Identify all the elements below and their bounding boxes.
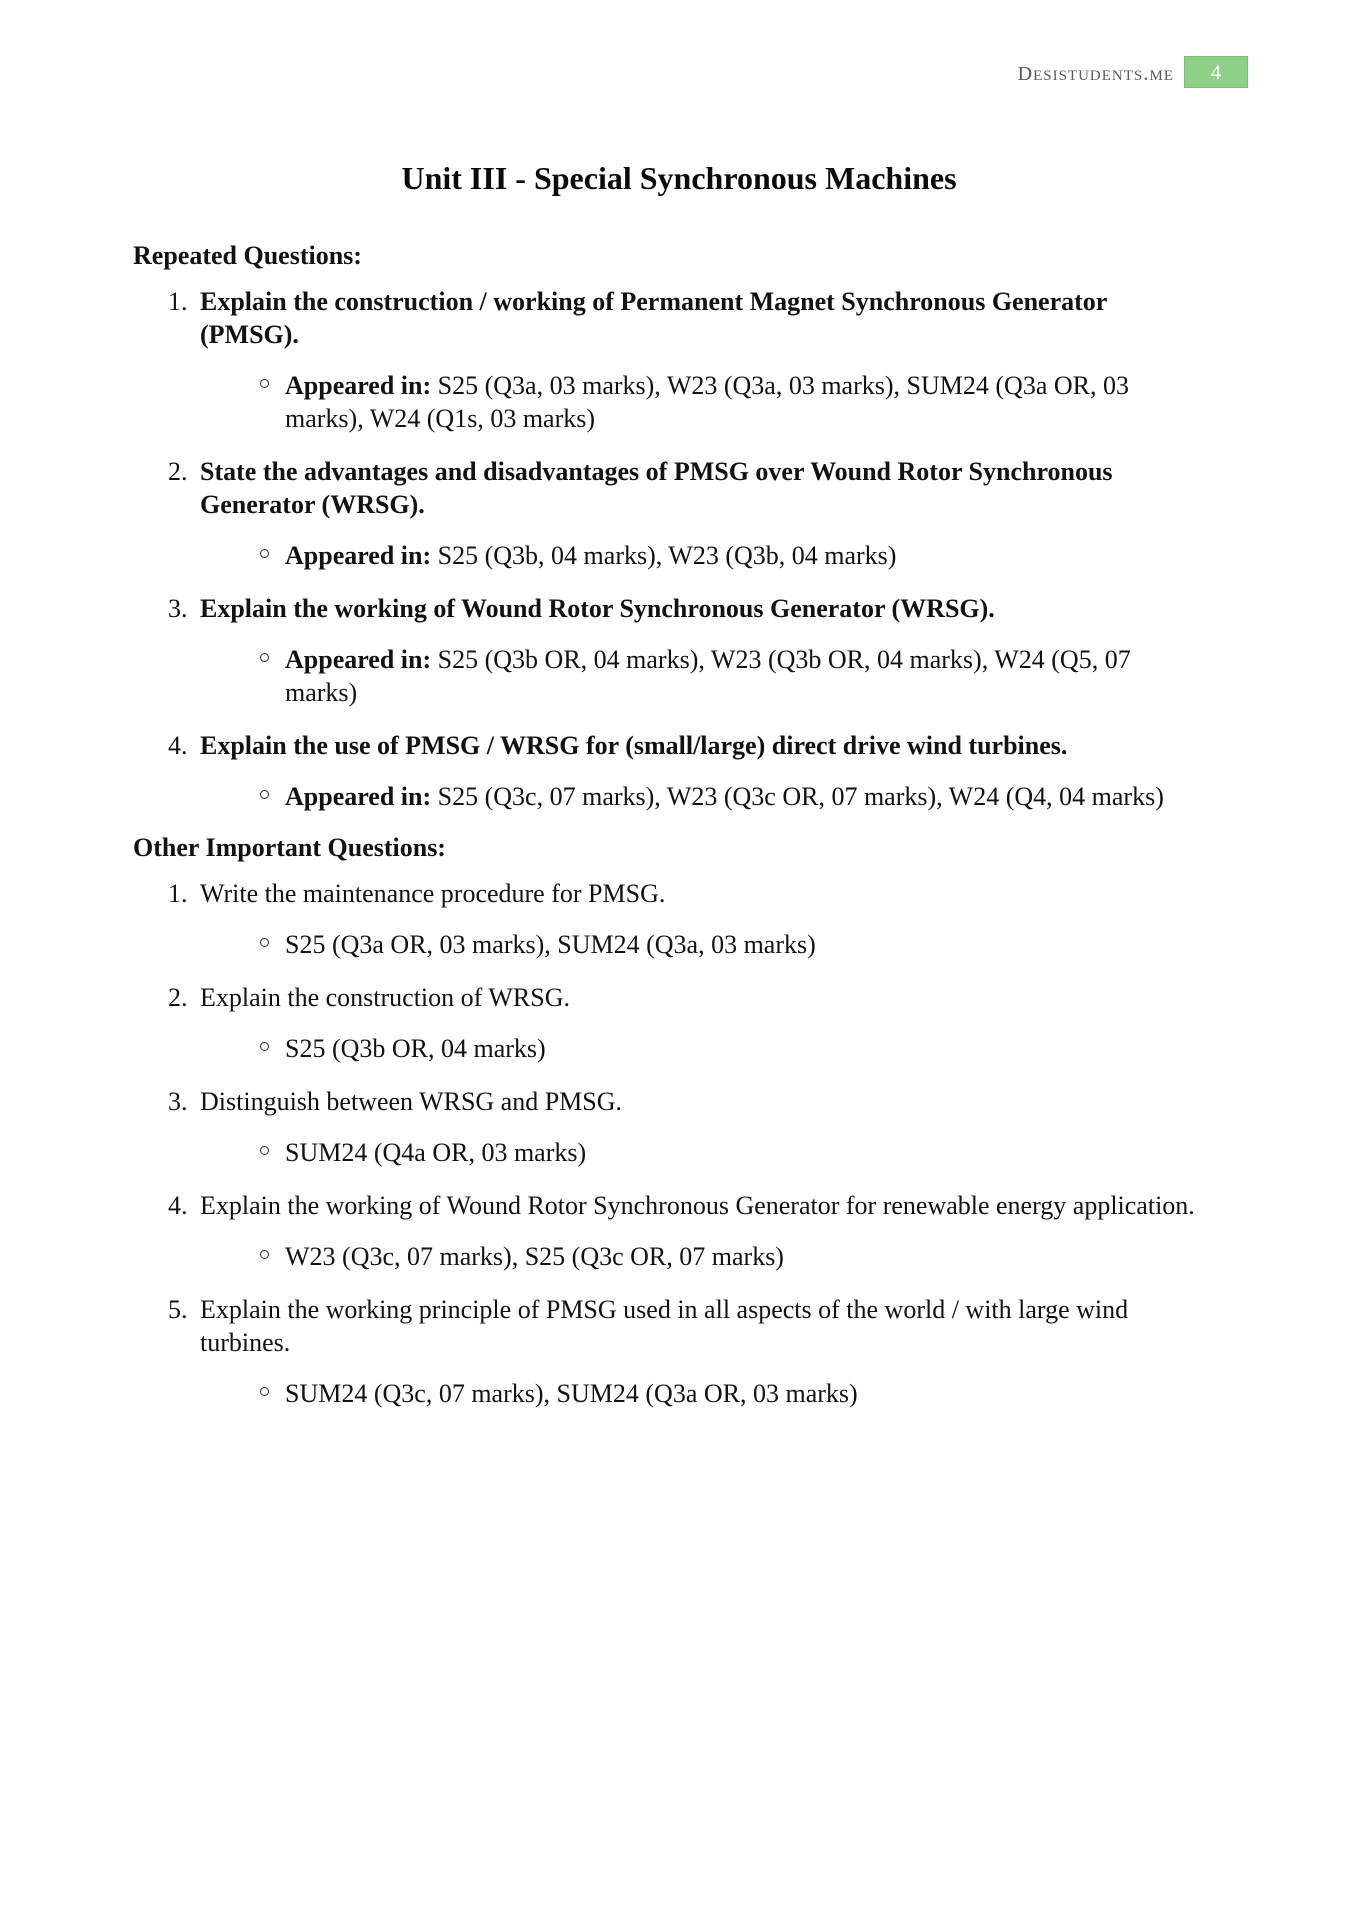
question-list (133, 285, 1246, 813)
content-area (133, 241, 1246, 1430)
appearance-text: SUM24 (Q3c, 07 marks), SUM24 (Q3a OR, 03 marks) (285, 1379, 858, 1408)
question-text: Explain the construction / working of Permanent Magnet Synchronous Generator (PMSG). (200, 287, 1107, 349)
appeared-in-label: Appeared in: (285, 645, 432, 674)
item-number: 4. (168, 731, 188, 760)
question-text: Explain the use of PMSG / WRSG for (small/large) direct drive wind turbines. (200, 731, 1068, 760)
item-number: 3. (168, 594, 188, 623)
appearance-line (285, 1032, 1190, 1065)
site-name: desistudents.me (1017, 56, 1174, 87)
question-item (133, 592, 1246, 709)
section-heading: Repeated Questions: (133, 241, 362, 270)
question-section (133, 833, 1246, 1410)
appearance-text: S25 (Q3b OR, 04 marks), W23 (Q3b OR, 04 marks), W24 (Q5, 07 marks) (285, 645, 1131, 707)
question-text: Write the maintenance procedure for PMSG. (200, 879, 666, 908)
appearance-line (285, 369, 1190, 435)
appearance-text: S25 (Q3b, 04 marks), W23 (Q3b, 04 marks) (431, 541, 897, 570)
question-text: Explain the working of Wound Rotor Synchronous Generator (WRSG). (200, 594, 995, 623)
appearance-bullet (258, 1136, 1246, 1169)
page-title: Unit III - Special Synchronous Machines (401, 160, 957, 196)
question-item (133, 981, 1246, 1065)
circle-bullet-icon (260, 379, 269, 388)
appearance-bullet (258, 539, 1246, 572)
circle-bullet-icon (260, 1042, 269, 1051)
appeared-in-label: Appeared in: (285, 782, 432, 811)
circle-bullet-icon (260, 790, 269, 799)
item-number: 1. (168, 879, 188, 908)
appearance-line (285, 539, 1190, 572)
item-number: 5. (168, 1295, 188, 1324)
question-text: State the advantages and disadvantages of PMSG over Wound Rotor Synchronous Generator (WRSG). (200, 457, 1113, 519)
appearance-text: SUM24 (Q4a OR, 03 marks) (285, 1138, 587, 1167)
circle-bullet-icon (260, 1250, 269, 1259)
question-item (133, 1085, 1246, 1169)
question-item (133, 1293, 1246, 1410)
appearance-line (285, 928, 1190, 961)
appearance-text: W23 (Q3c, 07 marks), S25 (Q3c OR, 07 marks) (285, 1242, 784, 1271)
appearance-line (285, 1136, 1190, 1169)
page-header (1018, 56, 1248, 88)
appearance-bullet (258, 1377, 1246, 1410)
appeared-in-label: Appeared in: (285, 541, 432, 570)
question-section (133, 241, 1246, 813)
circle-bullet-icon (260, 938, 269, 947)
appeared-in-label: Appeared in: (285, 371, 432, 400)
question-item (133, 877, 1246, 961)
question-text: Explain the working principle of PMSG used in all aspects of the world / with large wind turbines. (200, 1295, 1129, 1357)
question-text: Distinguish between WRSG and PMSG. (200, 1087, 623, 1116)
page-number-badge: 4 (1184, 56, 1248, 88)
question-item (133, 729, 1246, 813)
circle-bullet-icon (260, 549, 269, 558)
appearance-bullet (258, 780, 1246, 813)
item-number: 2. (168, 983, 188, 1012)
question-item (133, 455, 1246, 572)
question-item (133, 285, 1246, 435)
section-heading: Other Important Questions: (133, 833, 446, 862)
circle-bullet-icon (260, 1146, 269, 1155)
item-number: 3. (168, 1087, 188, 1116)
appearance-line (285, 780, 1190, 813)
appearance-text: S25 (Q3b OR, 04 marks) (285, 1034, 546, 1063)
appearance-bullet (258, 643, 1246, 709)
appearance-text: S25 (Q3a OR, 03 marks), SUM24 (Q3a, 03 marks) (285, 930, 816, 959)
appearance-line (285, 1377, 1190, 1410)
appearance-bullet (258, 1240, 1246, 1273)
question-item (133, 1189, 1246, 1273)
appearance-bullet (258, 369, 1246, 435)
circle-bullet-icon (260, 1387, 269, 1396)
item-number: 1. (168, 287, 188, 316)
question-list (133, 877, 1246, 1410)
question-text: Explain the construction of WRSG. (200, 983, 570, 1012)
appearance-bullet (258, 1032, 1246, 1065)
appearance-line (285, 1240, 1190, 1273)
appearance-line (285, 643, 1190, 709)
question-text: Explain the working of Wound Rotor Synchronous Generator for renewable energy application. (200, 1191, 1195, 1220)
appearance-bullet (258, 928, 1246, 961)
item-number: 4. (168, 1191, 188, 1220)
circle-bullet-icon (260, 653, 269, 662)
appearance-text: S25 (Q3c, 07 marks), W23 (Q3c OR, 07 marks), W24 (Q4, 04 marks) (431, 782, 1164, 811)
appearance-text: S25 (Q3a, 03 marks), W23 (Q3a, 03 marks), SUM24 (Q3a OR, 03 marks), W24 (Q1s, 03 marks) (285, 371, 1129, 433)
item-number: 2. (168, 457, 188, 486)
